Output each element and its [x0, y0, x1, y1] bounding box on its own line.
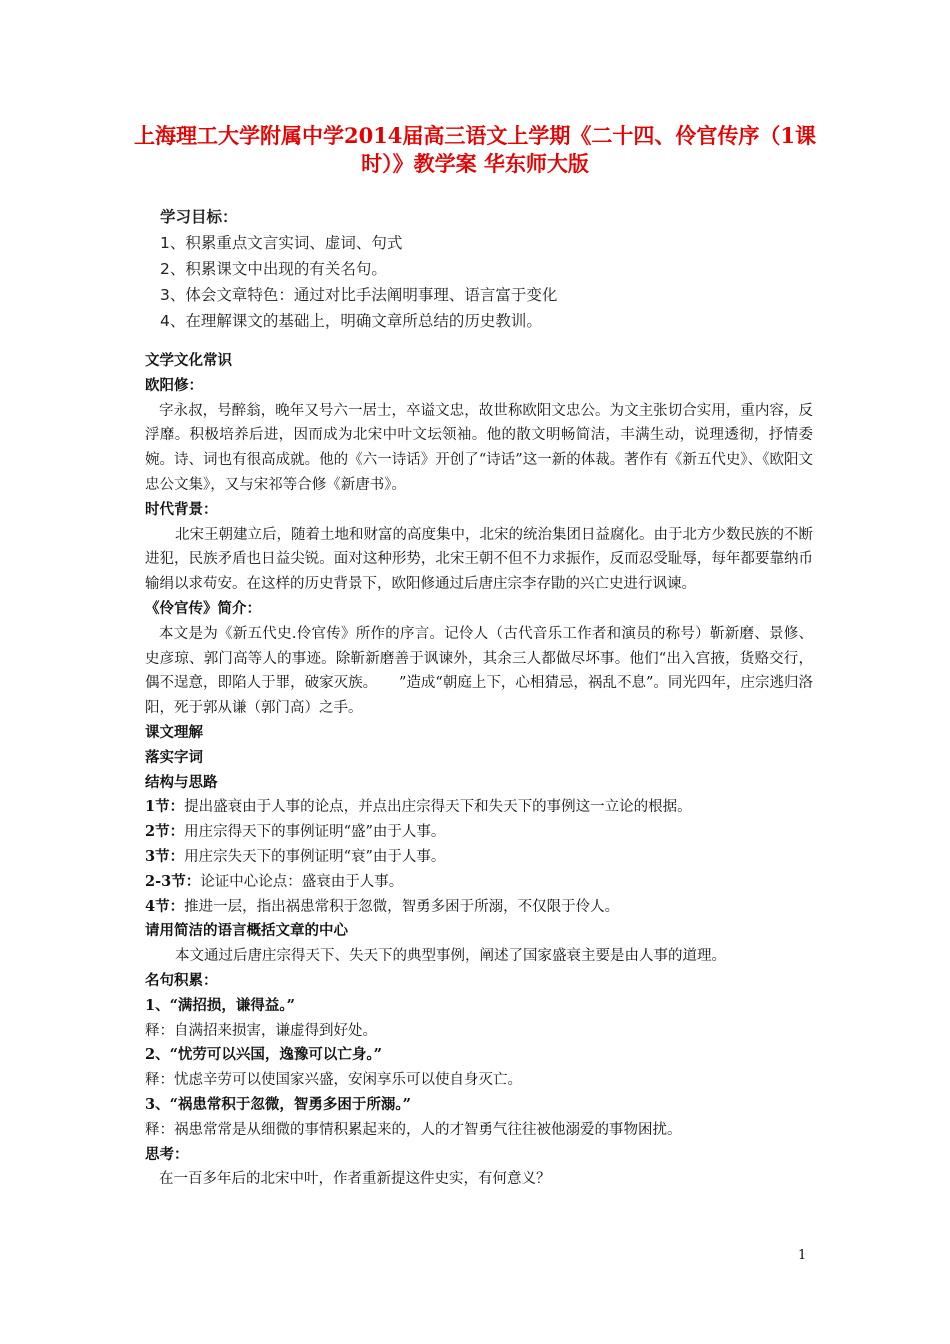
thinking-heading: 思考： [145, 1145, 189, 1163]
structure-text: 推进一层，指出祸患常积于忽微，智勇多困于所溺，不仅限于伶人。 [184, 898, 620, 915]
quotes-heading: 名句积累： [145, 971, 218, 989]
quote-text: 1、“满招损，谦得益。” [145, 996, 296, 1014]
quote-explanation: 释：自满招来损害，谦虚得到好处。 [145, 1022, 377, 1039]
structure-text: 论证中心论点：盛衰由于人事。 [200, 873, 404, 890]
structure-text: 用庄宗失天下的事例证明“衰”由于人事。 [184, 848, 446, 865]
quote-text: 3、“祸患常积于忽微，智勇多困于所溺。” [145, 1095, 412, 1113]
learning-objectives [160, 204, 557, 334]
page-number: 1 [798, 1248, 807, 1263]
objective-item: 3、体会文章特色：通过对比手法阐明事理、语言富于变化 [160, 286, 558, 304]
structure-item [145, 845, 813, 870]
summary-paragraph: 本文通过后唐庄宗得天下、失天下的典型事例，阐述了国家盛衰主要是由人事的道理。 [175, 948, 726, 965]
section-heading-understanding: 课文理解 [145, 723, 203, 741]
structure-item [145, 895, 813, 920]
document-body [145, 349, 813, 1192]
structure-label: 2节： [145, 823, 185, 841]
structure-label: 3节： [145, 847, 185, 865]
structure-item [145, 870, 813, 895]
quote-explanation: 释：忧虑辛劳可以使国家兴盛，安闲享乐可以使自身灭亡。 [145, 1072, 522, 1089]
quote-text: 2、“忧劳可以兴国，逸豫可以亡身。” [145, 1046, 383, 1064]
document-title: 上海理工大学附属中学2014届高三语文上学期《二十四、伶官传序（1课时）》教学案 华东师大版 [133, 123, 817, 176]
structure-label: 4节： [145, 897, 185, 915]
structure-label: 1节： [145, 798, 185, 816]
structure-text: 用庄宗得天下的事例证明“盛”由于人事。 [184, 824, 446, 841]
structure-label: 2-3节： [145, 872, 201, 890]
intro-heading: 《伶官传》简介： [145, 599, 261, 617]
quote-explanation: 释：祸患常常是从细微的事情积累起来的，人的才智勇气往往被他溺爱的事物困扰。 [145, 1121, 682, 1138]
author-heading: 欧阳修： [145, 376, 203, 394]
background-paragraph: 北宋王朝建立后，随着土地和财富的高度集中，北宋的统治集团日益腐化。由于北方少数民族的不断进犯，民族矛盾也日益尖锐。面对这种形势，北宋王朝不但不力求振作，反而忍受耻辱，每年都要靠纳币输绢以求苟安。在这样的历史背景下，欧阳修通过后唐庄宗李存勖的兴亡史进行讽谏。 [145, 526, 813, 593]
objective-item: 1、积累重点文言实词、虚词、句式 [160, 234, 403, 252]
intro-paragraph: 本文是为《新五代史.伶官传》所作的序言。记伶人（古代音乐工作者和演员的称号）靳新磨、景修、史彦琼、郭门高等人的事迹。除靳新磨善于讽谏外，其余三人都做尽坏事。他们“出入宫掖，货赂交行，偶不逞意，即陷人于罪，破家灭族。 ”造成“朝庭上下，心相猜忌，祸乱不息”。同光四年，庄宗逃归洛阳，死于郭从谦（郭门高）之手。 [145, 625, 813, 717]
objective-item: 4、在理解课文的基础上，明确文章所总结的历史教训。 [160, 312, 542, 330]
thinking-question: 在一百多年后的北宋中叶，作者重新提这件史实，有何意义？ [159, 1171, 551, 1188]
structure-text: 提出盛衰由于人事的论点，并点出庄宗得天下和失天下的事例这一立论的根据。 [184, 799, 692, 816]
objective-item: 2、积累课文中出现的有关名句。 [160, 260, 387, 278]
structure-item [145, 820, 813, 845]
background-heading: 时代背景： [145, 500, 218, 518]
words-heading: 落实字词 [145, 748, 203, 766]
structure-item [145, 795, 813, 820]
section-heading-literature: 文学文化常识 [145, 352, 232, 369]
structure-heading: 结构与思路 [145, 773, 218, 791]
objectives-heading: 学习目标： [160, 208, 238, 226]
author-paragraph: 字永叔，号醉翁，晚年又号六一居士，卒谥文忠，故世称欧阳文忠公。为文主张切合实用，重内容，反浮靡。积极培养后进，因而成为北宋中叶文坛领袖。他的散文明畅简洁，丰满生动，说理透彻，抒情委婉。诗、词也有很高成就。他的《六一诗话》开创了“诗话”这一新的体裁。著作有《新五代史》、《欧阳文忠公文集》，又与宋祁等合修《新唐书》。 [145, 402, 813, 493]
summary-heading: 请用简洁的语言概括文章的中心 [145, 922, 348, 940]
